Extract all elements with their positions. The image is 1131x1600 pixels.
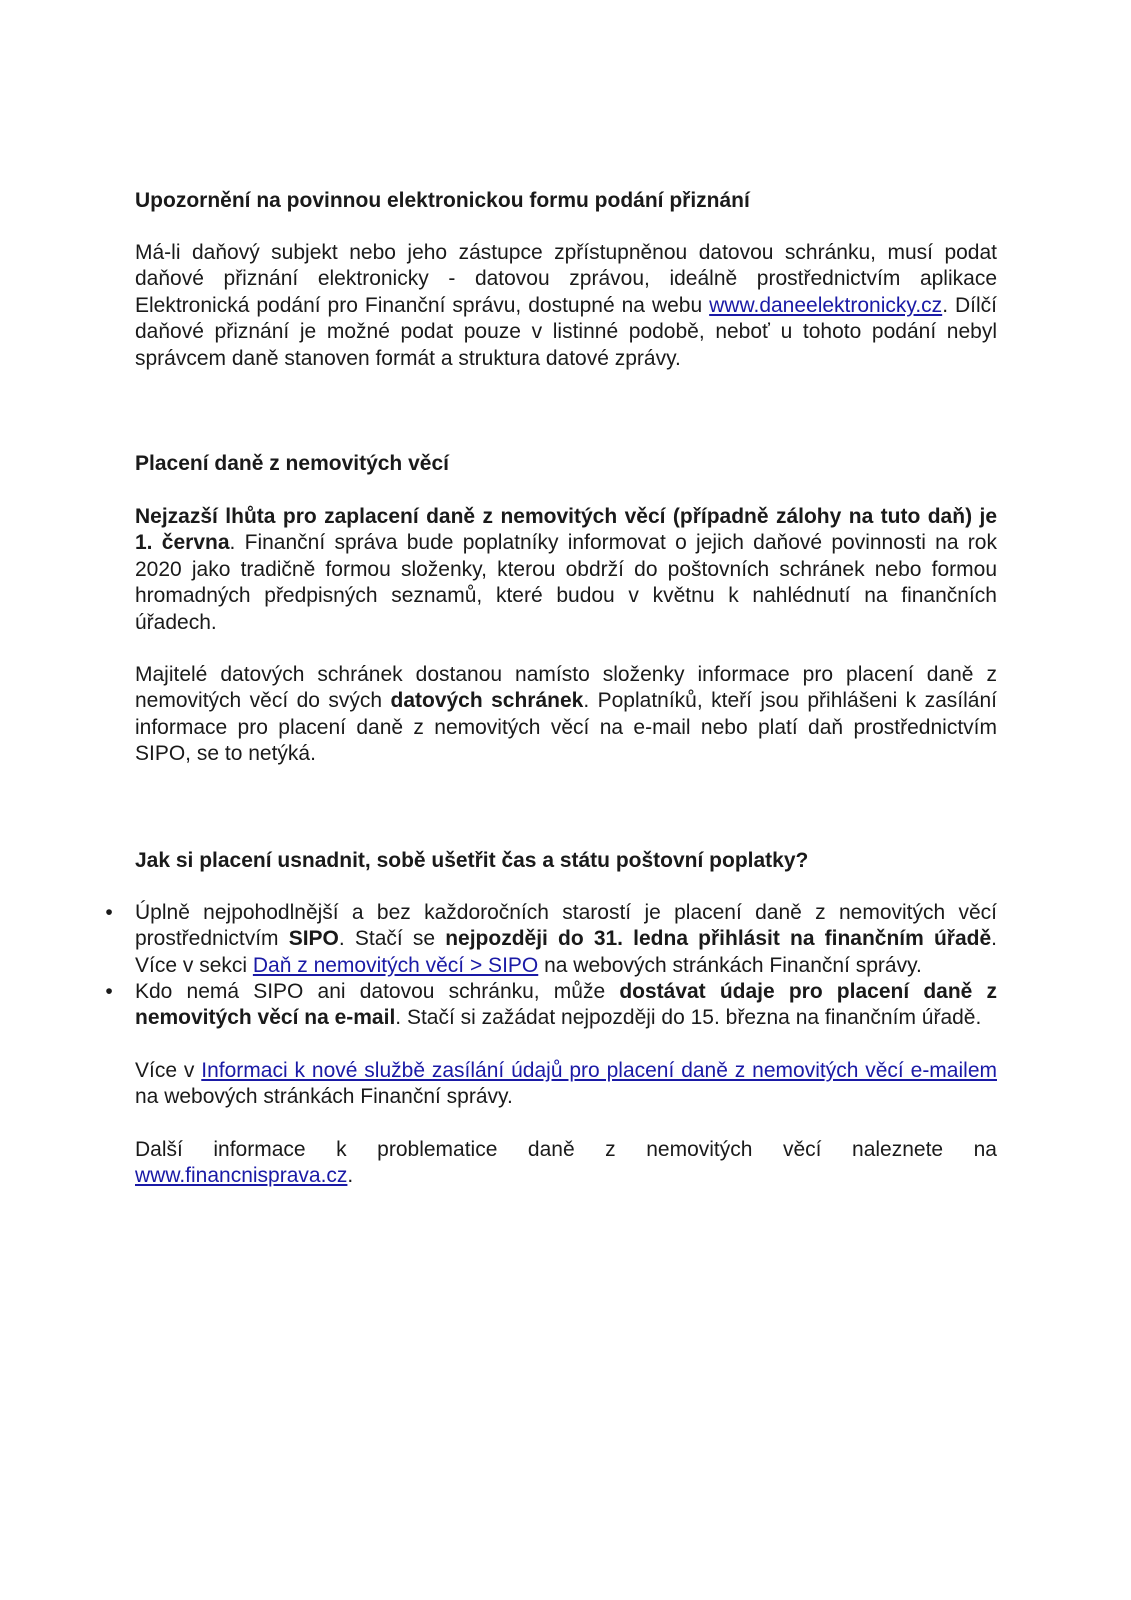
paragraph-text: na webových stránkách Finanční správy.: [135, 1085, 513, 1109]
list-item-email: [105, 979, 997, 1032]
heading-electronic-filing: Upozornění na povinnou elektronickou formu podání přiznání: [135, 189, 750, 212]
list-item-sipo: [105, 900, 997, 979]
paragraph-text: .: [347, 1163, 354, 1187]
paragraph-more-info: [135, 1058, 997, 1111]
paragraph-text: . Poplatníků, kteří jsou přihlášeni k zasílání informace pro placení daně z nemovitých věcí na e-mail nebo platí daň prostřednictvím SIPO, se to netýká.: [135, 689, 997, 766]
paragraph-text: Majitelé datových schránek dostanou namísto složenky informace pro placení daně z nemovitých věcí do svých: [135, 663, 997, 713]
list-item-text: . Stačí se: [338, 927, 446, 951]
document-body: [105, 188, 997, 1189]
deadline-bold-text: nejpozději do 31. ledna přihlásit na finančním úřadě: [445, 927, 992, 951]
deadline-bold-text: Nejzazší lhůta pro zaplacení daně z nemovitých věcí (případně zálohy na tuto daň) je 1. června: [135, 505, 997, 555]
heading-easier-payment: Jak si placení usnadnit, sobě ušetřit čas a státu poštovní poplatky?: [135, 848, 809, 872]
link-financnisprava[interactable]: www.financnisprava.cz: [135, 1163, 348, 1187]
sipo-bold-text: SIPO: [288, 927, 339, 951]
paragraph-data-box-owners: [135, 662, 997, 768]
bullet-icon: •: [105, 900, 113, 924]
paragraph-deadline: [135, 504, 997, 636]
list-item-text: Kdo nemá SIPO ani datovou schránku, může: [135, 979, 620, 1003]
data-boxes-bold-text: datových schránek: [390, 689, 584, 713]
list-item-text: . Více v sekci: [135, 927, 997, 977]
paragraph-further-info: [135, 1137, 997, 1190]
email-bold-text: dostávat údaje pro placení daně z nemovitých věcí na e-mail: [135, 979, 997, 1030]
paragraph-electronic-filing: [135, 240, 997, 372]
paragraph-text: . Finanční správa bude poplatníky informovat o jejich daňové povinnosti na rok 2020 jako tradičně formou složenky, kterou obdrží do poštovních schránek nebo formou hromadných předpisných seznamů, které budou v květnu k nahlédnutí na finančních úřadech.: [135, 531, 997, 634]
payment-options-list: [105, 900, 997, 1032]
paragraph-text: Více v: [135, 1058, 202, 1082]
paragraph-text: . Dílčí daňové přiznání je možné podat pouze v listinné podobě, neboť u tohoto podání nebyl správcem daně stanoven formát a struktura datové zprávy.: [135, 293, 997, 370]
paragraph-text: Další informace k problematice daně z nemovitých věcí naleznete na: [135, 1137, 997, 1161]
list-item-text: na webových stránkách Finanční správy.: [538, 953, 922, 977]
link-daneelektronicky[interactable]: www.daneelektronicky.cz: [709, 293, 943, 317]
paragraph-text: Má-li daňový subjekt nebo jeho zástupce zpřístupněnou datovou schránku, musí podat daňové přiznání elektronicky - datovou zprávou, ideálně prostřednictvím aplikace Elektronická podání pro Finanční správu, dostupné na webu: [135, 241, 997, 317]
bullet-icon: •: [105, 979, 113, 1003]
link-sipo-section[interactable]: Daň z nemovitých věcí > SIPO: [252, 953, 539, 977]
link-email-service-info[interactable]: Informaci k nové službě zasílání údajů pro placení daně z nemovitých věcí e-mailem: [201, 1058, 997, 1082]
list-item-text: . Stačí si zažádat nejpozději do 15. března na finančním úřadě.: [395, 1006, 982, 1030]
heading-property-tax-payment: Placení daně z nemovitých věcí: [135, 452, 449, 476]
list-item-text: Úplně nejpohodlnější a bez každoročních starostí je placení daně z nemovitých věcí prostřednictvím: [135, 900, 997, 951]
